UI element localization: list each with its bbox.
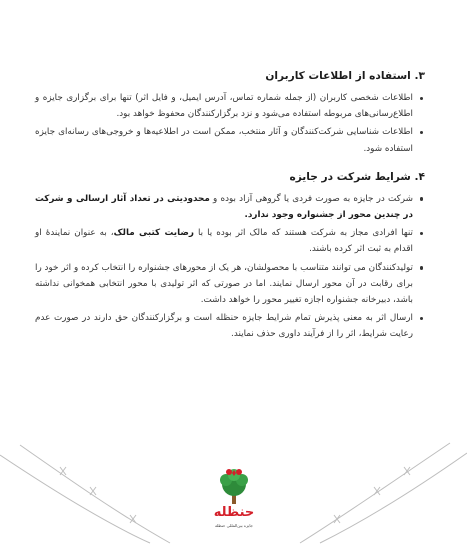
bullet-list [35, 90, 425, 157]
list-item: اطلاعات شخصی کاربران (از جمله شماره تماس، آدرس ایمیل، و فایل اثر) تنها برای برگزاری جایزه و اطلاع‌رسانی‌های مربوطه استفاده می‌شود و نزد برگزارکنندگان محفوظ خواهد بود. [35, 90, 413, 122]
list-item: تولیدکنندگان می توانند متناسب با محصولشان، هر یک از محورهای جشنواره را انتخاب کرده و اثر خود را برای رقابت در آن محور ارسال نمایند. اما در صورتی که اثر تولیدی با محور انتخابی همخوانی نداشته باشد، دبیرخانه جشنواره اجازه تغییر محور را خواهد داشت. [35, 260, 413, 309]
item-text: شرکت در جایزه به صورت فردی یا گروهی آزاد بوده و [209, 193, 414, 204]
item-text: تنها افرادی مجاز به شرکت هستند که مالک اثر بوده یا با [193, 228, 413, 239]
list-item [35, 225, 413, 257]
list-item: اطلاعات شناسایی شرکت‌کنندگان و آثار منتخب، ممکن است در اطلاعیه‌ها و خروجی‌های رسانه‌ای جایزه استفاده شود. [35, 124, 413, 156]
document-body [35, 68, 425, 355]
item-bold-text: محدودیتی در تعداد آثار ارسالی و شرکت در چندین محور از جشنواره وجود ندارد. [35, 193, 413, 221]
section-title: ۴. شرایط شرکت در جایزه [289, 170, 425, 183]
section-user-information [35, 68, 425, 157]
list-item: ارسال اثر به معنی پذیرش تمام شرایط جایزه حنظله است و برگزارکنندگان حق دارند در صورت عدم رعایت شرایط، اثر را از فرآیند داوری حذف نمایند. [35, 310, 413, 342]
tree-icon [212, 468, 256, 506]
bullet-list [35, 191, 425, 343]
hanzaleh-logo [212, 468, 256, 538]
list-item [35, 191, 413, 223]
item-text-after: ، به عنوان نمایندهٔ او اقدام به ثبت اثر کرده باشند. [35, 228, 413, 255]
logo-tagline: جایزه بین‌المللی حنظله [214, 523, 254, 528]
item-bold-text: رضایت کتبی مالک [113, 228, 194, 239]
logo-name: حنظله [213, 505, 255, 520]
section-participation-terms [35, 169, 425, 343]
section-title: ۳. استفاده از اطلاعات کاربران [265, 70, 425, 82]
